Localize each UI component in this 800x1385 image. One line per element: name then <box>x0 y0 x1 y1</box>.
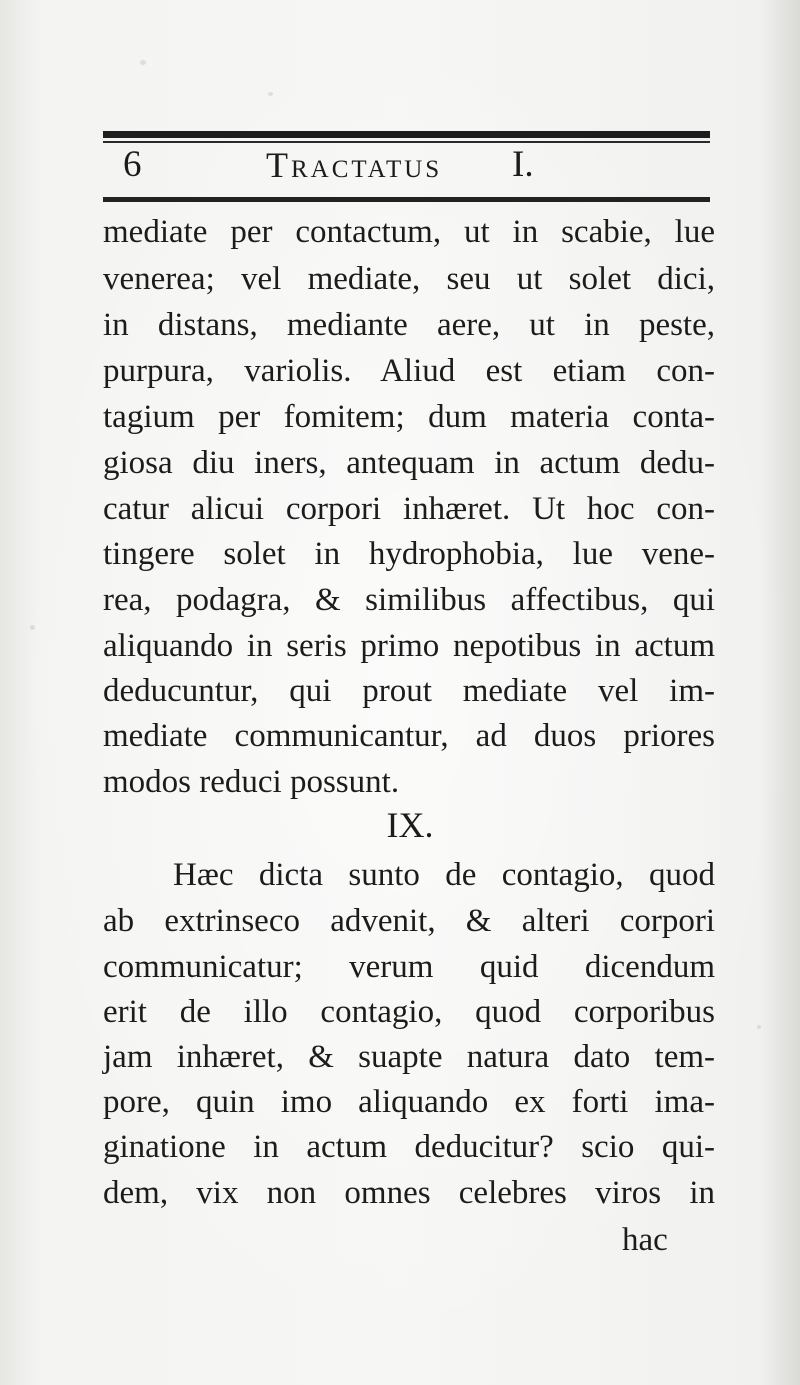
text-line: venerea; vel mediate, seu ut solet dici, <box>103 261 715 297</box>
text-line: Hæc dicta sunto de contagio, quod <box>173 857 715 893</box>
header-rule-bottom <box>103 197 710 202</box>
text-line: communicatur; verum quid dicendum <box>103 949 715 985</box>
paper-stain <box>268 92 273 96</box>
text-line: ab extrinseco advenit, & alteri corpori <box>103 903 715 939</box>
paper-stain <box>757 1025 761 1029</box>
text-line: aliquando in seris primo nepotibus in actum <box>103 628 715 664</box>
paper-stain <box>140 60 146 65</box>
text-line: rea, podagra, & similibus affectibus, qui <box>103 582 715 618</box>
catchword: hac <box>622 1222 668 1258</box>
text-line: deducuntur, qui prout mediate vel im- <box>103 673 715 709</box>
text-line: purpura, variolis. Aliud est etiam con- <box>103 353 715 389</box>
text-line: modos reduci possunt. <box>103 764 400 800</box>
text-line: erit de illo contagio, quod corporibus <box>103 994 715 1030</box>
text-line: dem, vix non omnes celebres viros in <box>103 1175 715 1211</box>
text-line: catur alicui corpori inhæret. Ut hoc con- <box>103 491 715 527</box>
text-line: tingere solet in hydrophobia, lue vene- <box>103 536 715 572</box>
text-line: giosa diu iners, antequam in actum dedu- <box>103 445 715 481</box>
text-line: tagium per fomitem; dum materia conta- <box>103 399 715 435</box>
text-line: mediate communicantur, ad duos priores <box>103 718 715 754</box>
paper-stain <box>30 625 35 630</box>
running-head-number: I. <box>512 144 534 185</box>
running-head: Tractatus <box>266 145 443 185</box>
text-line: in distans, mediante aere, ut in peste, <box>103 307 715 343</box>
text-line: jam inhæret, & suapte natura dato tem- <box>103 1039 715 1075</box>
header-rule-thick <box>103 131 710 138</box>
page-number: 6 <box>123 144 142 185</box>
section-number: IX. <box>386 805 434 845</box>
text-line: pore, quin imo aliquando ex forti ima- <box>103 1084 715 1120</box>
text-line: mediate per contactum, ut in scabie, lue <box>103 214 715 250</box>
text-line: ginatione in actum deducitur? scio qui- <box>103 1129 715 1165</box>
